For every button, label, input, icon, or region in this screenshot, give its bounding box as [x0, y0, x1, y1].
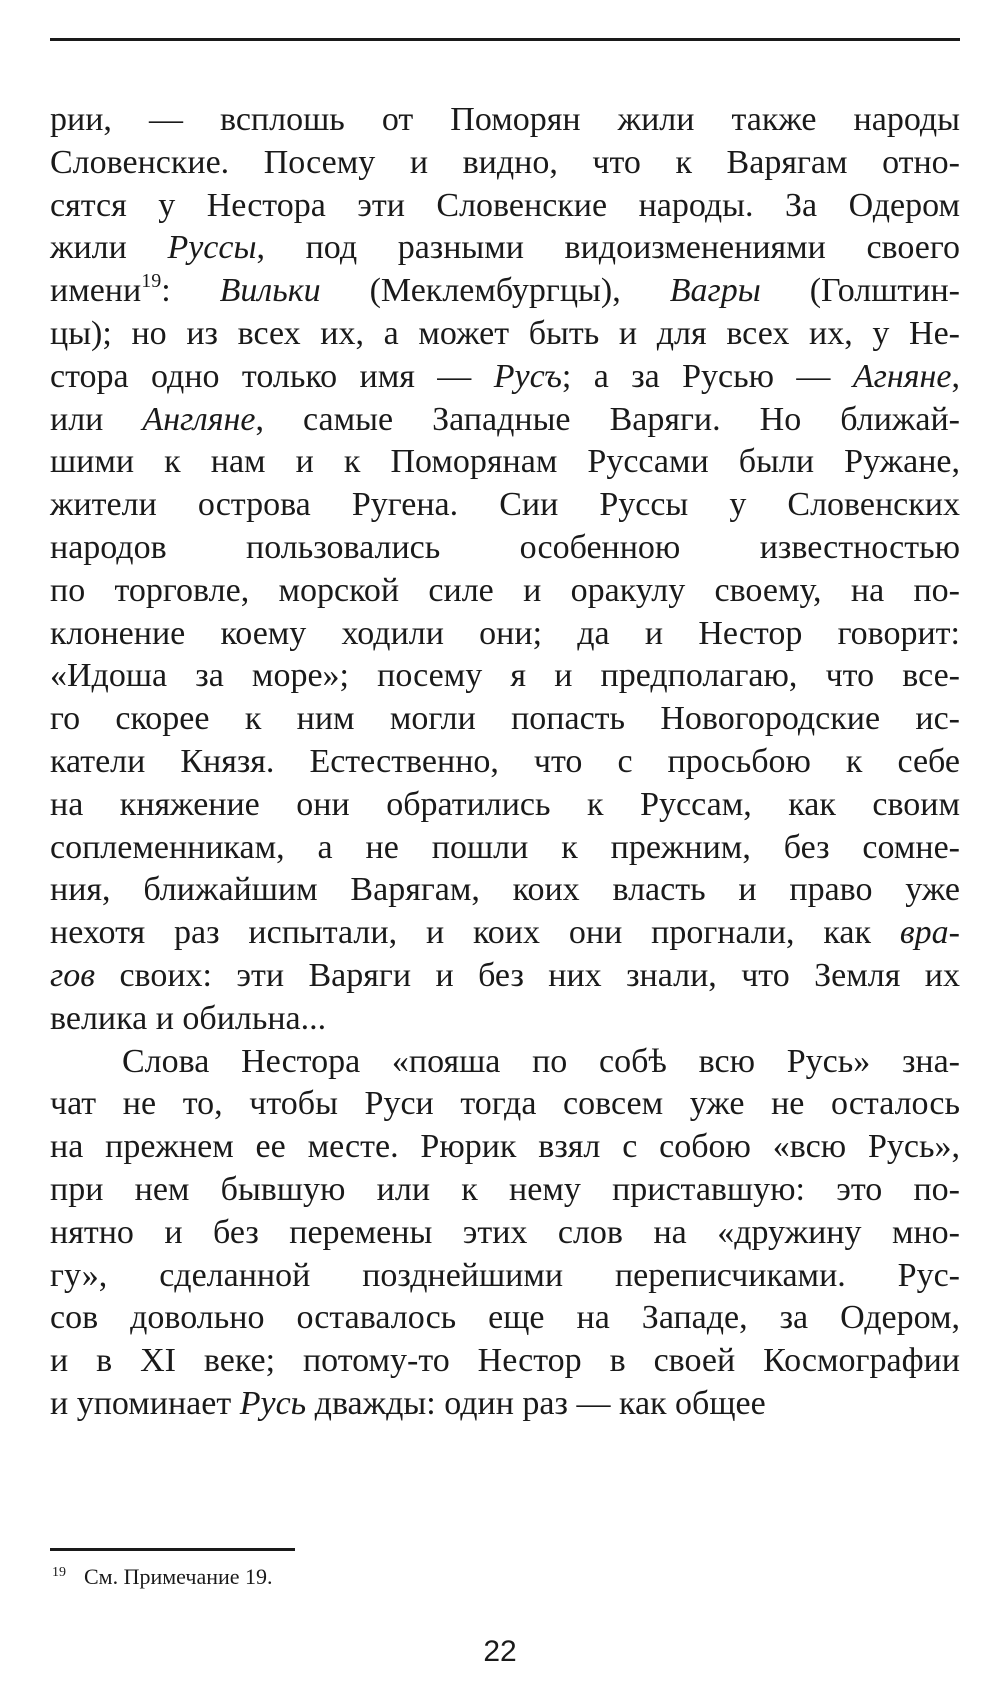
text-run: «Идоша за море»; посему я и предполагаю, что все- [50, 657, 960, 695]
text-line [50, 1212, 960, 1255]
top-rule [50, 38, 960, 41]
text-run: (Голштин- [760, 272, 960, 310]
text-line [50, 570, 960, 613]
italic-text: Русь [239, 1384, 307, 1422]
text-line [50, 869, 960, 912]
text-run: своих: эти Варяги и без них знали, что Земля их [95, 956, 960, 994]
text-line [50, 698, 960, 741]
footnote-marker: 19 [52, 1565, 66, 1580]
italic-text: Англяне [142, 400, 256, 438]
text-line [50, 1297, 960, 1340]
text-run: нехотя раз испытали, и коих они прогнали, как [50, 914, 900, 952]
text-run: имени [50, 272, 142, 310]
italic-text: Руссы [167, 229, 257, 267]
text-line [50, 1041, 960, 1084]
italic-text: Агняне [852, 357, 952, 395]
text-run: велика и обильна... [50, 999, 327, 1037]
text-line [50, 142, 960, 185]
text-line [50, 1383, 960, 1426]
italic-text: вра- [899, 914, 960, 952]
italic-text: гов [50, 956, 96, 994]
text-run: сятся у Нестора эти Словенские народы. За Одером [50, 186, 960, 224]
page-number: 22 [483, 1635, 517, 1668]
text-run: катели Князя. Естественно, что с просьбою к себе [50, 742, 960, 780]
text-line [50, 484, 960, 527]
text-run: го скорее к ним могли попасть Новогородские ис- [50, 700, 960, 738]
text-line [50, 99, 960, 142]
text-run: нятно и без перемены этих слов на «дружину мно- [50, 1213, 960, 1251]
text-line [50, 784, 960, 827]
text-run: при нем бывшую или к нему приставшую: это по- [50, 1170, 960, 1208]
footnote-reference: 19 [141, 270, 162, 293]
text-run: жили [50, 229, 168, 267]
text-run: сов довольно оставалось еще на Западе, за Одером, [50, 1299, 960, 1337]
italic-text: Вильки [219, 272, 321, 310]
text-run: жители острова Ругена. Сии Руссы у Словенских [50, 486, 960, 524]
text-line [50, 912, 960, 955]
text-run: на княжение они обратились к Руссам, как своим [50, 785, 960, 823]
text-run: гу», сделанной позднейшими переписчиками. Рус- [50, 1256, 960, 1294]
italic-text: Русъ [493, 357, 562, 395]
text-line [50, 955, 960, 998]
body-text [50, 99, 960, 1426]
text-run: клонение коему ходили они; да и Нестор говорит: [50, 614, 960, 652]
text-run: шими к нам и к Поморянам Руссами были Ружане, [50, 443, 960, 481]
text-line [50, 1255, 960, 1298]
text-run: (Меклембургцы), [320, 272, 670, 310]
text-run: , самые Западные Варяги. Но ближай- [255, 400, 960, 438]
text-run: стора одно только имя — [50, 357, 494, 395]
text-run: Слова Нестора «пояша по собѣ всю Русь» зна- [122, 1042, 960, 1080]
text-run: соплеменникам, а не пошли к прежним, без сомне- [50, 828, 960, 866]
text-run: и в XI веке; потому-то Нестор в своей Космографии [50, 1342, 960, 1380]
text-run: цы); но из всех их, а может быть и для всех их, у Не- [50, 314, 960, 352]
text-run: и упоминает [50, 1384, 240, 1422]
text-line [50, 655, 960, 698]
text-line [50, 313, 960, 356]
text-line [50, 1169, 960, 1212]
text-line [50, 1126, 960, 1169]
text-run: ; а за Русью — [561, 357, 853, 395]
text-line [50, 527, 960, 570]
text-line [50, 185, 960, 228]
text-line [50, 356, 960, 399]
text-run: рии, — всплошь от Поморян жили также народы [50, 101, 960, 138]
text-run: , [951, 357, 961, 395]
footnote-rule [50, 1548, 295, 1551]
text-run: чат не то, чтобы Руси тогда совсем уже не осталось [50, 1085, 960, 1123]
text-line [50, 399, 960, 442]
italic-text: Вагры [669, 272, 761, 310]
text-line [50, 227, 960, 270]
text-line [50, 1340, 960, 1383]
text-run: на прежнем ее месте. Рюрик взял с собою «всю Русь», [50, 1128, 960, 1166]
text-run: дважды: один раз — как общее [306, 1384, 766, 1422]
text-run: по торговле, морской силе и оракулу своему, на по- [50, 571, 960, 609]
text-run: народов пользовались особенною известностью [50, 528, 960, 566]
text-line [50, 270, 960, 313]
text-line [50, 1083, 960, 1126]
text-line [50, 441, 960, 484]
text-run: ния, ближайшим Варягам, коих власть и право уже [50, 871, 960, 909]
text-run: : [161, 272, 220, 310]
text-run: или [50, 400, 143, 438]
footnote-text: См. Примечание 19. [84, 1564, 273, 1589]
text-line [50, 827, 960, 870]
text-line [50, 613, 960, 656]
text-line [50, 998, 960, 1041]
text-run: Словенские. Посему и видно, что к Варягам отно- [50, 143, 960, 181]
text-line [50, 741, 960, 784]
text-run: , под разными видоизменениями своего [256, 229, 960, 267]
footnote [52, 1562, 273, 1592]
